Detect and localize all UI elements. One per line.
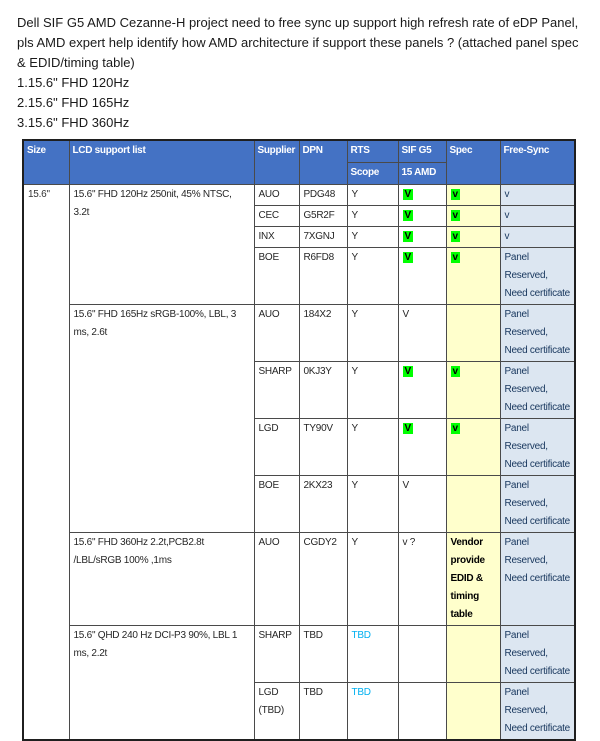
table-row xyxy=(23,305,575,362)
intro-list-item-3: 3.15.6" FHD 360Hz xyxy=(17,115,130,130)
cell-lcd-support: 15.6" FHD 360Hz 2.2t,PCB2.8t /LBL/sRGB 100% ,1ms xyxy=(69,533,254,626)
cell-rts-scope: Y xyxy=(347,362,398,419)
cell-sif-g5-amd xyxy=(398,248,446,305)
cell-size: 15.6" xyxy=(23,185,69,741)
cell-rts-scope: TBD xyxy=(347,683,398,741)
green-check-mark: V xyxy=(404,189,411,200)
cell-spec xyxy=(446,476,500,533)
cell-lcd-support: 15.6" FHD 120Hz 250nit, 45% NTSC, 3.2t xyxy=(69,185,254,305)
cell-free-sync: Panel Reserved, Need certificate xyxy=(500,362,575,419)
cell-dpn: R6FD8 xyxy=(299,248,347,305)
intro-paragraph: Dell SIF G5 AMD Cezanne-H project need to free sync up support high refresh rate of eDP Panel, pls AMD expert help identify how AMD architecture if support these panels ? (attached panel spec & EDID/timing table) xyxy=(17,15,579,70)
col-header-15-amd: 15 AMD xyxy=(398,163,446,185)
col-header-scope: Scope xyxy=(347,163,398,185)
cell-rts-scope: Y xyxy=(347,227,398,248)
green-check-mark: V xyxy=(404,231,411,242)
cell-supplier: BOE xyxy=(254,248,299,305)
cell-dpn: TBD xyxy=(299,626,347,683)
cell-supplier: SHARP xyxy=(254,362,299,419)
cell-spec xyxy=(446,419,500,476)
cell-sif-g5-amd xyxy=(398,206,446,227)
cell-supplier: CEC xyxy=(254,206,299,227)
cell-dpn: CGDY2 xyxy=(299,533,347,626)
cell-rts-scope: Y xyxy=(347,533,398,626)
cell-free-sync: v xyxy=(500,185,575,206)
intro-list-item-1: 1.15.6" FHD 120Hz xyxy=(17,75,130,90)
cell-supplier: LGD xyxy=(254,419,299,476)
cell-rts-scope: TBD xyxy=(347,626,398,683)
col-header-dpn: DPN xyxy=(299,140,347,185)
cell-free-sync: Panel Reserved, Need certificate xyxy=(500,626,575,683)
cell-lcd-support: 15.6" QHD 240 Hz DCI-P3 90%, LBL 1 ms, 2.2t xyxy=(69,626,254,741)
cell-spec xyxy=(446,533,500,626)
cell-dpn: 7XGNJ xyxy=(299,227,347,248)
col-header-sif-g5: SIF G5 xyxy=(398,140,446,163)
green-check-mark: V xyxy=(404,252,411,263)
cell-spec xyxy=(446,683,500,741)
cell-spec xyxy=(446,185,500,206)
cell-rts-scope: Y xyxy=(347,206,398,227)
table-body xyxy=(23,185,575,741)
cell-sif-g5-amd xyxy=(398,419,446,476)
cell-supplier: INX xyxy=(254,227,299,248)
cell-free-sync: Panel Reserved, Need certificate xyxy=(500,305,575,362)
cell-sif-g5-amd: V xyxy=(398,305,446,362)
intro-list xyxy=(17,73,584,133)
cell-rts-scope: Y xyxy=(347,419,398,476)
cell-rts-scope: Y xyxy=(347,305,398,362)
cell-supplier: LGD (TBD) xyxy=(254,683,299,741)
spec-note: Vendor provide EDID & timing table xyxy=(450,537,485,620)
green-check-mark: v xyxy=(452,366,458,377)
cell-sif-g5-amd: v ? xyxy=(398,533,446,626)
col-header-spec: Spec xyxy=(446,140,500,185)
cell-sif-g5-amd xyxy=(398,362,446,419)
cell-rts-scope: Y xyxy=(347,476,398,533)
cell-rts-scope: Y xyxy=(347,185,398,206)
cell-sif-g5-amd: V xyxy=(398,476,446,533)
col-header-rts: RTS xyxy=(347,140,398,163)
col-header-supplier: Supplier xyxy=(254,140,299,185)
cell-dpn: PDG48 xyxy=(299,185,347,206)
cell-free-sync: Panel Reserved, Need certificate xyxy=(500,248,575,305)
cell-supplier: AUO xyxy=(254,185,299,206)
green-check-mark: V xyxy=(404,423,411,434)
cell-free-sync: Panel Reserved, Need certificate xyxy=(500,476,575,533)
cell-supplier: BOE xyxy=(254,476,299,533)
cell-spec xyxy=(446,206,500,227)
cell-sif-g5-amd xyxy=(398,185,446,206)
cell-dpn: G5R2F xyxy=(299,206,347,227)
cell-spec xyxy=(446,227,500,248)
table-row xyxy=(23,533,575,626)
table-header xyxy=(23,140,575,185)
cell-supplier: SHARP xyxy=(254,626,299,683)
cell-free-sync: Panel Reserved, Need certificate xyxy=(500,683,575,741)
cell-spec xyxy=(446,248,500,305)
cell-sif-g5-amd xyxy=(398,227,446,248)
col-header-lcd-support-list: LCD support list xyxy=(69,140,254,185)
panel-support-table xyxy=(22,139,576,741)
green-check-mark: V xyxy=(404,210,411,221)
cell-free-sync: Panel Reserved, Need certificate xyxy=(500,419,575,476)
cell-dpn: 0KJ3Y xyxy=(299,362,347,419)
col-header-free-sync: Free-Sync xyxy=(500,140,575,185)
cell-sif-g5-amd xyxy=(398,626,446,683)
cell-dpn: 2KX23 xyxy=(299,476,347,533)
cell-supplier: AUO xyxy=(254,533,299,626)
cell-spec xyxy=(446,626,500,683)
cell-free-sync: v xyxy=(500,206,575,227)
cell-dpn: TY90V xyxy=(299,419,347,476)
cell-sif-g5-amd xyxy=(398,683,446,741)
cell-dpn: TBD xyxy=(299,683,347,741)
green-check-mark: V xyxy=(404,366,411,377)
green-check-mark: v xyxy=(452,189,458,200)
intro-block xyxy=(17,13,584,133)
cell-free-sync: Panel Reserved, Need certificate xyxy=(500,533,575,626)
green-check-mark: v xyxy=(452,210,458,221)
cell-spec xyxy=(446,305,500,362)
cell-rts-scope: Y xyxy=(347,248,398,305)
cell-free-sync: v xyxy=(500,227,575,248)
intro-list-item-2: 2.15.6" FHD 165Hz xyxy=(17,95,130,110)
green-check-mark: v xyxy=(452,423,458,434)
table-row xyxy=(23,185,575,206)
col-header-size: Size xyxy=(23,140,69,185)
green-check-mark: v xyxy=(452,252,458,263)
cell-dpn: 184X2 xyxy=(299,305,347,362)
cell-supplier: AUO xyxy=(254,305,299,362)
green-check-mark: v xyxy=(452,231,458,242)
cell-spec xyxy=(446,362,500,419)
table-row xyxy=(23,626,575,683)
cell-lcd-support: 15.6" FHD 165Hz sRGB-100%, LBL, 3 ms, 2.6t xyxy=(69,305,254,533)
